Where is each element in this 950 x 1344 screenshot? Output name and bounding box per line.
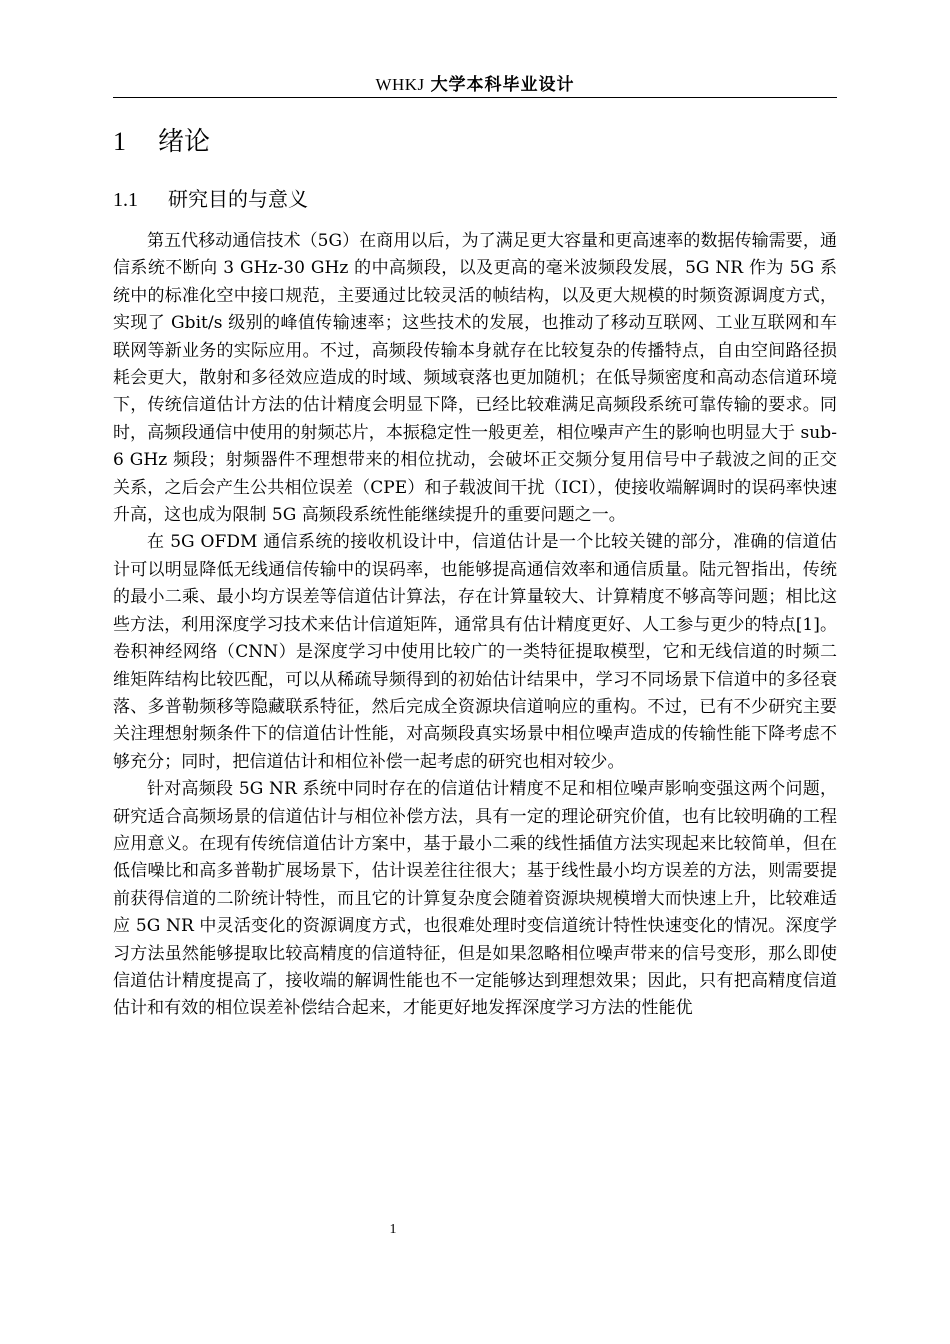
header-title: 大学本科毕业设计: [430, 75, 575, 95]
header-divider: [113, 97, 837, 98]
paragraph: 在 5G OFDM 通信系统的接收机设计中，信道估计是一个比较关键的部分，准确的信道估计可以明显降低无线通信传输中的误码率，也能够提高通信效率和通信质量。陆元智指出，传统的最小二乘、最小均方误差等信道估计算法，存在计算量较大、计算精度不够高等问题；相比这些方法，利用深度学习技术来估计信道矩阵，通常具有估计精度更好、人工参与更少的特点[1]。卷积神经网络（CNN）是深度学习中使用比较广的一类特征提取模型，它和无线信道的时频二维矩阵结构比较匹配，可以从稀疏导频得到的初始估计结果中，学习不同场景下信道中的多径衰落、多普勒频移等隐藏联系特征，然后完成全资源块信道响应的重构。不过，已有不少研究主要关注理想射频条件下的信道估计性能，对高频段真实场景中相位噪声造成的传输性能下降考虑不够充分；同时，把信道估计和相位补偿一起考虑的研究也相对较少。: [113, 532, 837, 772]
chapter-title: 绪论: [158, 127, 211, 157]
page-number: 1: [389, 1222, 397, 1237]
header-abbreviation: WHKJ: [375, 75, 425, 94]
chapter-number: 1: [113, 127, 126, 156]
chapter-heading: [113, 121, 210, 158]
section-title: 研究目的与意义: [168, 187, 308, 211]
section-number: 1.1: [113, 189, 138, 211]
paragraph: 针对高频段 5G NR 系统中同时存在的信道估计精度不足和相位噪声影响变强这两个问题，研究适合高频场景的信道估计与相位补偿方法，具有一定的理论研究价值，也有比较明确的工程应用意义。在现有传统信道估计方案中，基于最小二乘的线性插值方法实现起来比较简单，但在低信噪比和高多普勒扩展场景下，估计误差往往很大；基于线性最小均方误差的方法，则需要提前获得信道的二阶统计特性，而且它的计算复杂度会随着资源块规模增大而快速上升，比较难适应 5G NR 中灵活变化的资源调度方式，也很难处理时变信道统计特性快速变化的情况。深度学习方法虽然能够提取比较高精度的信道特征，但是如果忽略相位噪声带来的信号变形，那么即使信道估计精度提高了，接收端的解调性能也不一定能够达到理想效果；因此，只有把高精度信道估计和有效的相位误差补偿结合起来，才能更好地发挥深度学习方法的性能优: [113, 779, 837, 1019]
section-heading: [113, 183, 308, 212]
body-text: [113, 228, 837, 1023]
running-header: [113, 70, 837, 95]
paragraph: 第五代移动通信技术（5G）在商用以后，为了满足更大容量和更高速率的数据传输需要，通信系统不断向 3 GHz-30 GHz 的中高频段，以及更高的毫米波频段发展，5G NR 作为 5G 系统中的标准化空中接口规范，主要通过比较灵活的帧结构，以及更大规模的时频资源调度方式，实现了 Gbit/s 级别的峰值传输速率；这些技术的发展，也推动了移动互联网、工业互联网和车联网等新业务的实际应用。不过，高频段传输本身就存在比较复杂的传播特点，自由空间路径损耗会更大，散射和多径效应造成的时域、频域衰落也更加随机；在低导频密度和高动态信道环境下，传统信道估计方法的估计精度会明显下降，已经比较难满足高频段系统可靠传输的要求。同时，高频段通信中使用的射频芯片，本振稳定性一般更差，相位噪声产生的影响也明显大于 sub-6 GHz 频段；射频器件不理想带来的相位扰动，会破坏正交频分复用信号中子载波之间的正交关系，之后会产生公共相位误差（CPE）和子载波间干扰（ICI），使接收端解调时的误码率快速升高，这也成为限制 5G 高频段系统性能继续提升的重要问题之一。: [113, 231, 837, 526]
